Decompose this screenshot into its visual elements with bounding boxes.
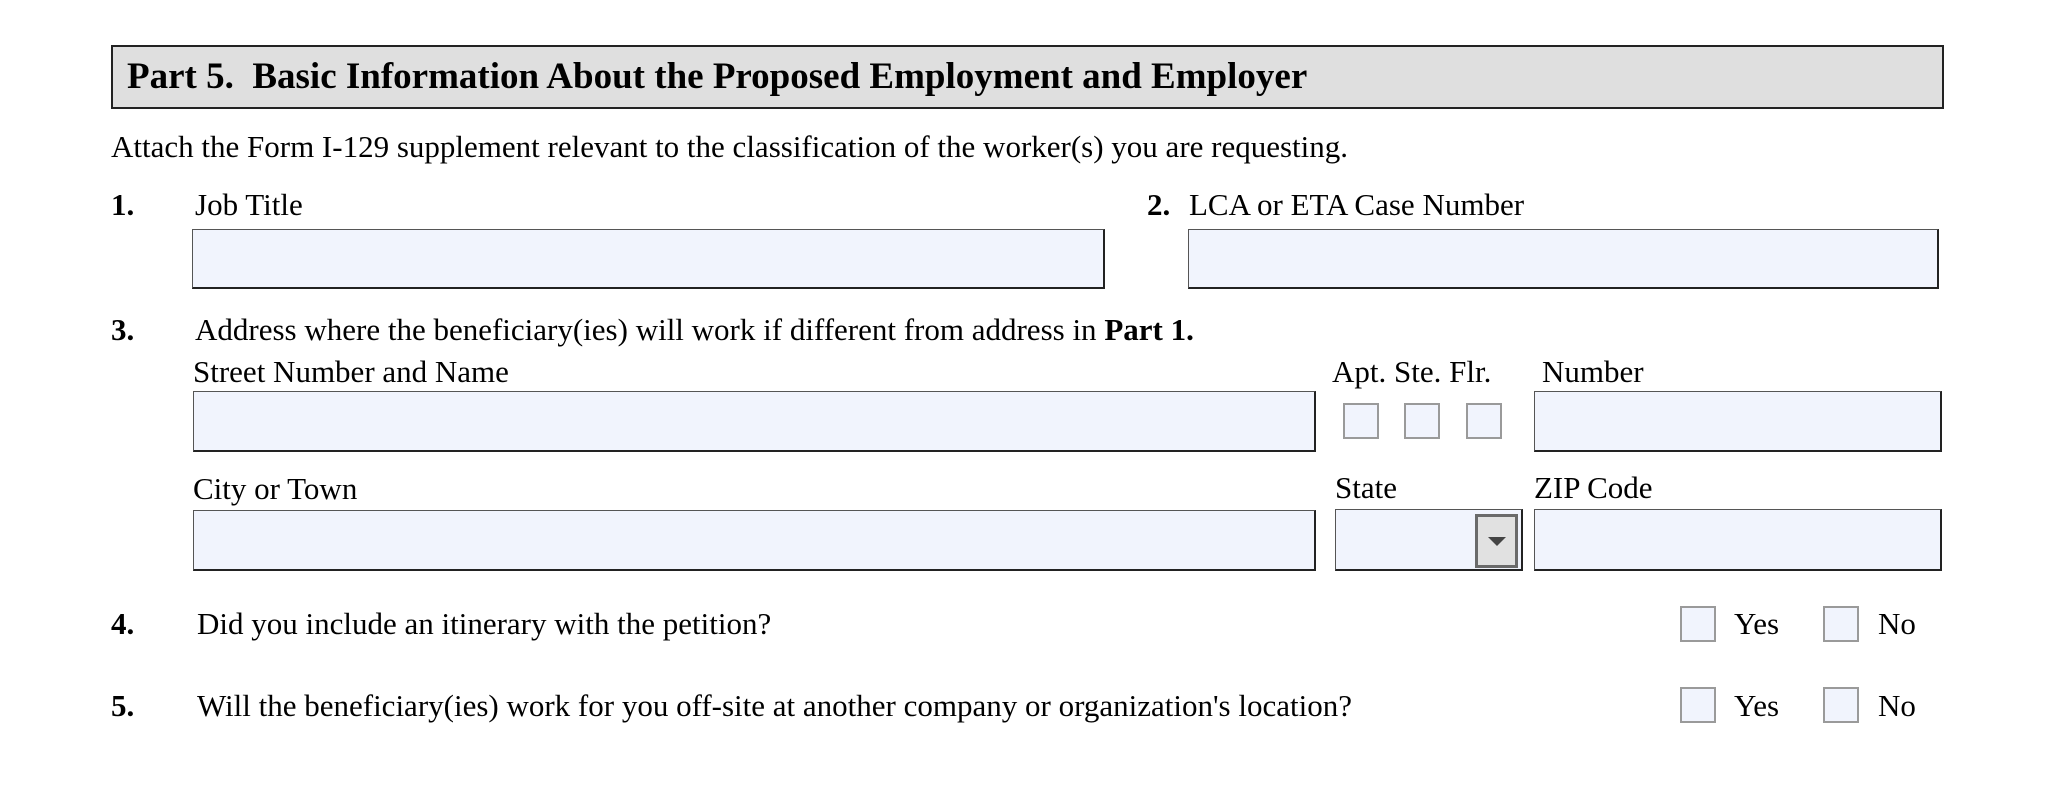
flr-checkbox[interactable]	[1466, 403, 1502, 439]
itinerary-yes-checkbox[interactable]	[1680, 606, 1716, 642]
city-label: City or Town	[193, 471, 358, 506]
state-dropdown-button[interactable]	[1475, 514, 1518, 568]
apt-checkbox[interactable]	[1343, 403, 1379, 439]
job-title-input[interactable]	[192, 229, 1105, 289]
address-question	[195, 312, 1194, 348]
state-select[interactable]	[1335, 509, 1523, 571]
part1-reference: Part 1.	[1104, 312, 1194, 347]
city-input[interactable]	[193, 510, 1316, 571]
offsite-question: Will the beneficiary(ies) work for you off-site at another company or organization's location?	[197, 688, 1352, 723]
unit-number-label: Number	[1542, 354, 1644, 389]
unit-type-label: Apt. Ste. Flr.	[1332, 354, 1492, 389]
state-label: State	[1335, 470, 1397, 505]
job-title-label: Job Title	[195, 187, 303, 222]
itinerary-no-label: No	[1878, 606, 1916, 641]
itinerary-yes-label: Yes	[1734, 606, 1780, 641]
address-question-text: Address where the beneficiary(ies) will work if different from address in	[195, 312, 1105, 347]
zip-label: ZIP Code	[1534, 470, 1653, 505]
offsite-yes-checkbox[interactable]	[1680, 687, 1716, 723]
q3-number: 3.	[111, 312, 135, 347]
section-header	[111, 45, 1944, 109]
chevron-down-icon	[1488, 537, 1506, 546]
offsite-no-label: No	[1878, 688, 1916, 723]
offsite-yes-label: Yes	[1734, 688, 1780, 723]
q5-number: 5.	[111, 688, 135, 723]
q2-number: 2.	[1147, 187, 1171, 222]
unit-number-input[interactable]	[1534, 391, 1942, 452]
offsite-no-checkbox[interactable]	[1823, 687, 1859, 723]
street-label: Street Number and Name	[193, 354, 509, 389]
street-input[interactable]	[193, 391, 1316, 452]
q1-number: 1.	[111, 187, 135, 222]
section-title: Part 5. Basic Information About the Proposed Employment and Employer	[127, 56, 1308, 97]
lca-case-number-label: LCA or ETA Case Number	[1189, 187, 1525, 222]
ste-checkbox[interactable]	[1404, 403, 1440, 439]
zip-input[interactable]	[1534, 509, 1942, 571]
itinerary-question: Did you include an itinerary with the petition?	[197, 606, 772, 641]
q4-number: 4.	[111, 606, 135, 641]
intro-text: Attach the Form I-129 supplement relevant to the classification of the worker(s) you are requesting.	[111, 129, 1349, 164]
lca-case-number-input[interactable]	[1188, 229, 1939, 289]
itinerary-no-checkbox[interactable]	[1823, 606, 1859, 642]
